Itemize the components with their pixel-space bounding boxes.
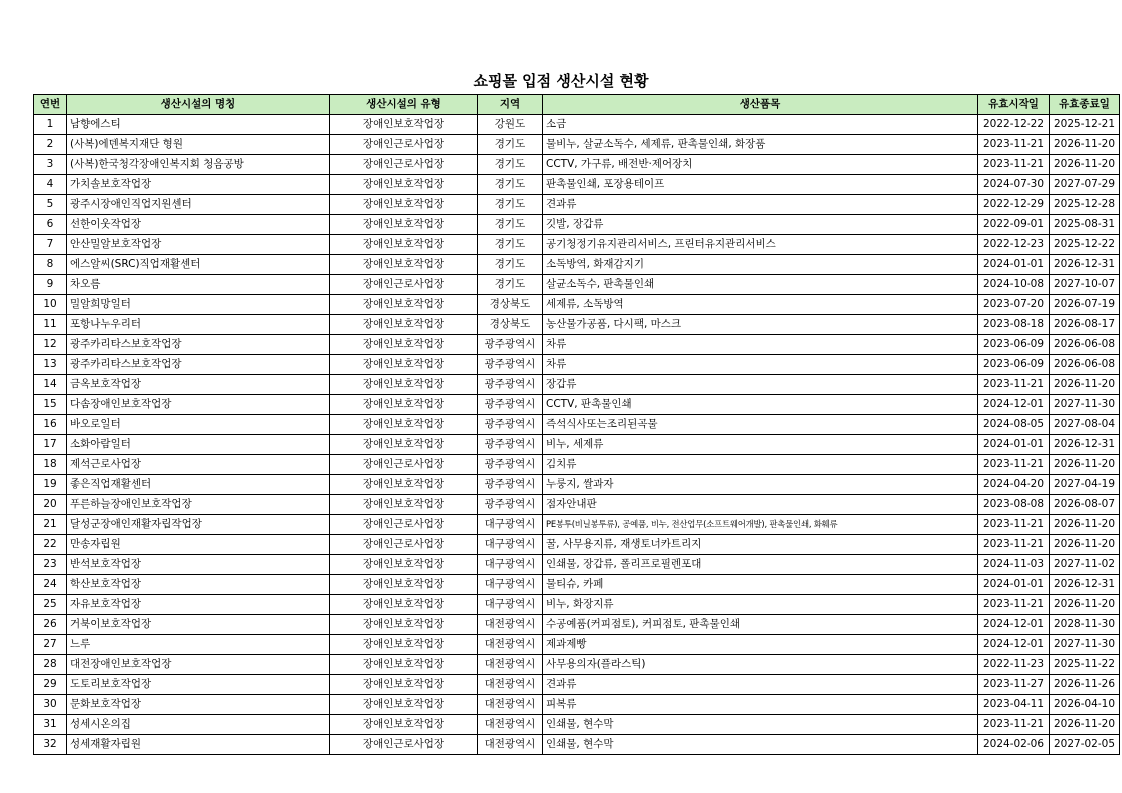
row-number-cell: 32: [34, 735, 67, 755]
region-cell: 광주광역시: [478, 455, 543, 475]
facility-type-cell: 장애인근로사업장: [330, 735, 478, 755]
facility-name-cell: 광주카리타스보호작업장: [67, 335, 330, 355]
facility-type-cell: 장애인근로사업장: [330, 535, 478, 555]
table-header: [34, 95, 1120, 115]
valid-end-date-cell: 2026-11-20: [1050, 595, 1120, 615]
valid-end-date-cell: 2027-11-30: [1050, 635, 1120, 655]
facility-type-cell: 장애인보호작업장: [330, 175, 478, 195]
table-row: [34, 555, 1120, 575]
valid-start-date-cell: 2022-12-29: [978, 195, 1050, 215]
facility-type-cell: 장애인보호작업장: [330, 335, 478, 355]
row-number-cell: 11: [34, 315, 67, 335]
header-row: [34, 95, 1120, 115]
product-items-cell: 차류: [543, 355, 978, 375]
facility-type-cell: 장애인보호작업장: [330, 415, 478, 435]
table-row: [34, 155, 1120, 175]
table-row: [34, 335, 1120, 355]
table-row: [34, 115, 1120, 135]
facility-type-cell: 장애인보호작업장: [330, 215, 478, 235]
valid-end-date-cell: 2026-11-26: [1050, 675, 1120, 695]
facility-type-cell: 장애인근로사업장: [330, 135, 478, 155]
valid-end-date-cell: 2025-12-21: [1050, 115, 1120, 135]
region-cell: 대구광역시: [478, 595, 543, 615]
region-cell: 대구광역시: [478, 535, 543, 555]
facility-type-cell: 장애인보호작업장: [330, 595, 478, 615]
table-row: [34, 735, 1120, 755]
facility-name-cell: 금옥보호작업장: [67, 375, 330, 395]
facility-type-cell: 장애인근로사업장: [330, 275, 478, 295]
valid-start-date-cell: 2024-02-06: [978, 735, 1050, 755]
table-row: [34, 595, 1120, 615]
table-row: [34, 135, 1120, 155]
region-cell: 대전광역시: [478, 635, 543, 655]
facility-name-cell: 바오로일터: [67, 415, 330, 435]
valid-start-date-cell: 2023-11-21: [978, 515, 1050, 535]
facility-name-cell: 광주카리타스보호작업장: [67, 355, 330, 375]
product-items-cell: 소독방역, 화재감지기: [543, 255, 978, 275]
region-cell: 경상북도: [478, 295, 543, 315]
valid-start-date-cell: 2024-12-01: [978, 635, 1050, 655]
valid-start-date-cell: 2023-08-08: [978, 495, 1050, 515]
facility-name-cell: 도토리보호작업장: [67, 675, 330, 695]
header-start-date: 유효시작일: [978, 95, 1050, 115]
table-row: [34, 455, 1120, 475]
product-items-cell: 인쇄물, 현수막: [543, 735, 978, 755]
facility-type-cell: 장애인근로사업장: [330, 455, 478, 475]
row-number-cell: 4: [34, 175, 67, 195]
row-number-cell: 14: [34, 375, 67, 395]
product-items-cell: 누룽지, 쌀과자: [543, 475, 978, 495]
facility-name-cell: 포항나누우리터: [67, 315, 330, 335]
valid-end-date-cell: 2026-11-20: [1050, 715, 1120, 735]
valid-start-date-cell: 2023-06-09: [978, 355, 1050, 375]
region-cell: 광주광역시: [478, 415, 543, 435]
table-row: [34, 275, 1120, 295]
facility-name-cell: 에스알씨(SRC)직업재활센터: [67, 255, 330, 275]
valid-start-date-cell: 2022-12-23: [978, 235, 1050, 255]
valid-start-date-cell: 2024-01-01: [978, 255, 1050, 275]
table-row: [34, 695, 1120, 715]
table-row: [34, 715, 1120, 735]
table-row: [34, 375, 1120, 395]
facility-name-cell: 밀알희망일터: [67, 295, 330, 315]
region-cell: 대전광역시: [478, 735, 543, 755]
facility-name-cell: 자유보호작업장: [67, 595, 330, 615]
valid-end-date-cell: 2027-04-19: [1050, 475, 1120, 495]
region-cell: 경기도: [478, 175, 543, 195]
facility-name-cell: 다솜장애인보호작업장: [67, 395, 330, 415]
valid-end-date-cell: 2026-12-31: [1050, 435, 1120, 455]
product-items-cell: 견과류: [543, 195, 978, 215]
valid-start-date-cell: 2024-01-01: [978, 435, 1050, 455]
region-cell: 경기도: [478, 215, 543, 235]
row-number-cell: 17: [34, 435, 67, 455]
facility-name-cell: 성세시온의집: [67, 715, 330, 735]
valid-start-date-cell: 2024-01-01: [978, 575, 1050, 595]
valid-end-date-cell: 2026-11-20: [1050, 135, 1120, 155]
valid-end-date-cell: 2027-11-02: [1050, 555, 1120, 575]
valid-start-date-cell: 2022-09-01: [978, 215, 1050, 235]
table-row: [34, 615, 1120, 635]
facility-name-cell: (사복)에덴복지재단 형원: [67, 135, 330, 155]
facility-name-cell: 느루: [67, 635, 330, 655]
row-number-cell: 15: [34, 395, 67, 415]
valid-start-date-cell: 2023-11-21: [978, 155, 1050, 175]
product-items-cell: 꿀, 사무용지류, 재생토너카트리지: [543, 535, 978, 555]
valid-end-date-cell: 2026-12-31: [1050, 255, 1120, 275]
region-cell: 강원도: [478, 115, 543, 135]
table-row: [34, 215, 1120, 235]
facility-type-cell: 장애인보호작업장: [330, 575, 478, 595]
row-number-cell: 10: [34, 295, 67, 315]
facility-name-cell: 가치솔보호작업장: [67, 175, 330, 195]
facility-type-cell: 장애인보호작업장: [330, 715, 478, 735]
facility-name-cell: 제석근로사업장: [67, 455, 330, 475]
valid-start-date-cell: 2023-08-18: [978, 315, 1050, 335]
valid-start-date-cell: 2023-11-21: [978, 455, 1050, 475]
table-row: [34, 415, 1120, 435]
valid-end-date-cell: 2026-08-17: [1050, 315, 1120, 335]
row-number-cell: 21: [34, 515, 67, 535]
facility-name-cell: 푸른하늘장애인보호작업장: [67, 495, 330, 515]
product-items-cell: 차류: [543, 335, 978, 355]
row-number-cell: 30: [34, 695, 67, 715]
facility-type-cell: 장애인보호작업장: [330, 195, 478, 215]
table-row: [34, 675, 1120, 695]
facility-name-cell: 선한이웃작업장: [67, 215, 330, 235]
region-cell: 대전광역시: [478, 715, 543, 735]
facility-name-cell: 문화보호작업장: [67, 695, 330, 715]
product-items-cell: 물비누, 살균소독수, 세제류, 판촉물인쇄, 화장품: [543, 135, 978, 155]
table-row: [34, 575, 1120, 595]
row-number-cell: 24: [34, 575, 67, 595]
valid-end-date-cell: 2027-11-30: [1050, 395, 1120, 415]
valid-end-date-cell: 2026-11-20: [1050, 155, 1120, 175]
valid-end-date-cell: 2027-10-07: [1050, 275, 1120, 295]
valid-start-date-cell: 2024-08-05: [978, 415, 1050, 435]
facility-type-cell: 장애인보호작업장: [330, 475, 478, 495]
row-number-cell: 8: [34, 255, 67, 275]
product-items-cell: 공기청정기유지관리서비스, 프린터유지관리서비스: [543, 235, 978, 255]
table-row: [34, 195, 1120, 215]
facility-type-cell: 장애인보호작업장: [330, 395, 478, 415]
product-items-cell: CCTV, 가구류, 배전반·제어장치: [543, 155, 978, 175]
valid-end-date-cell: 2027-07-29: [1050, 175, 1120, 195]
facility-type-cell: 장애인보호작업장: [330, 295, 478, 315]
valid-end-date-cell: 2026-11-20: [1050, 535, 1120, 555]
table-row: [34, 635, 1120, 655]
valid-end-date-cell: 2025-08-31: [1050, 215, 1120, 235]
valid-start-date-cell: 2023-07-20: [978, 295, 1050, 315]
facility-name-cell: 차오름: [67, 275, 330, 295]
valid-end-date-cell: 2026-08-07: [1050, 495, 1120, 515]
product-items-cell: 장갑류: [543, 375, 978, 395]
valid-start-date-cell: 2022-11-23: [978, 655, 1050, 675]
region-cell: 광주광역시: [478, 495, 543, 515]
valid-start-date-cell: 2023-11-27: [978, 675, 1050, 695]
facility-name-cell: 성세재활자립원: [67, 735, 330, 755]
facility-name-cell: 남향에스티: [67, 115, 330, 135]
region-cell: 대전광역시: [478, 695, 543, 715]
table-row: [34, 235, 1120, 255]
row-number-cell: 7: [34, 235, 67, 255]
facility-type-cell: 장애인보호작업장: [330, 355, 478, 375]
document-title: 쇼핑몰 입점 생산시설 현황: [473, 72, 649, 90]
region-cell: 대전광역시: [478, 615, 543, 635]
table-row: [34, 435, 1120, 455]
row-number-cell: 12: [34, 335, 67, 355]
region-cell: 광주광역시: [478, 475, 543, 495]
valid-start-date-cell: 2023-11-21: [978, 375, 1050, 395]
facility-type-cell: 장애인보호작업장: [330, 255, 478, 275]
valid-end-date-cell: 2025-12-22: [1050, 235, 1120, 255]
row-number-cell: 20: [34, 495, 67, 515]
product-items-cell: 농산물가공품, 다시팩, 마스크: [543, 315, 978, 335]
facility-type-cell: 장애인보호작업장: [330, 675, 478, 695]
row-number-cell: 23: [34, 555, 67, 575]
region-cell: 대전광역시: [478, 675, 543, 695]
valid-end-date-cell: 2026-11-20: [1050, 515, 1120, 535]
header-items: 생산품목: [543, 95, 978, 115]
facility-type-cell: 장애인보호작업장: [330, 635, 478, 655]
row-number-cell: 26: [34, 615, 67, 635]
region-cell: 경기도: [478, 195, 543, 215]
region-cell: 경기도: [478, 255, 543, 275]
row-number-cell: 27: [34, 635, 67, 655]
header-region: 지역: [478, 95, 543, 115]
product-items-cell: 물티슈, 카페: [543, 575, 978, 595]
product-items-cell: 사무용의자(플라스틱): [543, 655, 978, 675]
region-cell: 대구광역시: [478, 575, 543, 595]
product-items-cell: 수공예품(커피점토), 커피점토, 판촉물인쇄: [543, 615, 978, 635]
table-row: [34, 295, 1120, 315]
product-items-cell: 제과제빵: [543, 635, 978, 655]
product-items-cell: 소금: [543, 115, 978, 135]
table-row: [34, 395, 1120, 415]
facility-name-cell: 좋은직업재활센터: [67, 475, 330, 495]
facility-type-cell: 장애인보호작업장: [330, 495, 478, 515]
region-cell: 경기도: [478, 235, 543, 255]
valid-end-date-cell: 2028-11-30: [1050, 615, 1120, 635]
product-items-cell: 김치류: [543, 455, 978, 475]
facility-name-cell: 소화아람일터: [67, 435, 330, 455]
valid-start-date-cell: 2023-11-21: [978, 535, 1050, 555]
row-number-cell: 29: [34, 675, 67, 695]
table-row: [34, 535, 1120, 555]
valid-start-date-cell: 2022-12-22: [978, 115, 1050, 135]
valid-start-date-cell: 2024-12-01: [978, 395, 1050, 415]
valid-end-date-cell: 2027-08-04: [1050, 415, 1120, 435]
valid-start-date-cell: 2024-12-01: [978, 615, 1050, 635]
region-cell: 광주광역시: [478, 435, 543, 455]
facility-name-cell: 광주시장애인직업지원센터: [67, 195, 330, 215]
facility-name-cell: 안산밀알보호작업장: [67, 235, 330, 255]
product-items-cell: 비누, 세제류: [543, 435, 978, 455]
table-row: [34, 655, 1120, 675]
product-items-cell: 판촉물인쇄, 포장용테이프: [543, 175, 978, 195]
facility-type-cell: 장애인보호작업장: [330, 655, 478, 675]
valid-end-date-cell: 2026-11-20: [1050, 375, 1120, 395]
product-items-cell: 세제류, 소독방역: [543, 295, 978, 315]
header-type: 생산시설의 유형: [330, 95, 478, 115]
valid-start-date-cell: 2024-04-20: [978, 475, 1050, 495]
region-cell: 경상북도: [478, 315, 543, 335]
facility-name-cell: 반석보호작업장: [67, 555, 330, 575]
row-number-cell: 13: [34, 355, 67, 375]
row-number-cell: 2: [34, 135, 67, 155]
row-number-cell: 19: [34, 475, 67, 495]
row-number-cell: 1: [34, 115, 67, 135]
valid-start-date-cell: 2024-11-03: [978, 555, 1050, 575]
product-items-cell: 인쇄물, 현수막: [543, 715, 978, 735]
facility-name-cell: 대전장애인보호작업장: [67, 655, 330, 675]
row-number-cell: 22: [34, 535, 67, 555]
facility-type-cell: 장애인보호작업장: [330, 435, 478, 455]
facility-type-cell: 장애인보호작업장: [330, 315, 478, 335]
region-cell: 광주광역시: [478, 375, 543, 395]
facility-type-cell: 장애인보호작업장: [330, 695, 478, 715]
valid-end-date-cell: 2026-11-20: [1050, 455, 1120, 475]
valid-start-date-cell: 2023-04-11: [978, 695, 1050, 715]
facility-type-cell: 장애인보호작업장: [330, 615, 478, 635]
row-number-cell: 3: [34, 155, 67, 175]
table-body: [34, 115, 1120, 755]
region-cell: 광주광역시: [478, 395, 543, 415]
valid-end-date-cell: 2026-06-08: [1050, 355, 1120, 375]
header-name: 생산시설의 명칭: [67, 95, 330, 115]
valid-end-date-cell: 2025-12-28: [1050, 195, 1120, 215]
facility-type-cell: 장애인근로사업장: [330, 155, 478, 175]
product-items-cell: 살균소독수, 판촉물인쇄: [543, 275, 978, 295]
row-number-cell: 5: [34, 195, 67, 215]
row-number-cell: 9: [34, 275, 67, 295]
product-items-cell: 인쇄물, 장갑류, 폴리프로필렌포대: [543, 555, 978, 575]
facility-name-cell: 학산보호작업장: [67, 575, 330, 595]
product-items-cell: 깃발, 장갑류: [543, 215, 978, 235]
region-cell: 경기도: [478, 275, 543, 295]
region-cell: 대구광역시: [478, 555, 543, 575]
header-end-date: 유효종료일: [1050, 95, 1120, 115]
table-row: [34, 355, 1120, 375]
region-cell: 광주광역시: [478, 355, 543, 375]
valid-end-date-cell: 2025-11-22: [1050, 655, 1120, 675]
header-no: 연번: [34, 95, 67, 115]
facility-name-cell: 만송자립원: [67, 535, 330, 555]
table-row: [34, 175, 1120, 195]
region-cell: 경기도: [478, 155, 543, 175]
table-row: [34, 495, 1120, 515]
facility-table: [33, 94, 1120, 755]
facility-name-cell: 달성군장애인재활자립작업장: [67, 515, 330, 535]
table-row: [34, 475, 1120, 495]
product-items-cell: 즉석식사또는조리된곡물: [543, 415, 978, 435]
product-items-cell: 견과류: [543, 675, 978, 695]
row-number-cell: 28: [34, 655, 67, 675]
valid-start-date-cell: 2023-11-21: [978, 715, 1050, 735]
row-number-cell: 18: [34, 455, 67, 475]
valid-end-date-cell: 2026-07-19: [1050, 295, 1120, 315]
valid-start-date-cell: 2023-06-09: [978, 335, 1050, 355]
valid-end-date-cell: 2026-06-08: [1050, 335, 1120, 355]
facility-type-cell: 장애인보호작업장: [330, 555, 478, 575]
facility-type-cell: 장애인보호작업장: [330, 115, 478, 135]
row-number-cell: 31: [34, 715, 67, 735]
table-row: [34, 315, 1120, 335]
facility-name-cell: (사복)한국청각장애인복지회 청음공방: [67, 155, 330, 175]
region-cell: 광주광역시: [478, 335, 543, 355]
row-number-cell: 25: [34, 595, 67, 615]
valid-start-date-cell: 2024-07-30: [978, 175, 1050, 195]
valid-end-date-cell: 2027-02-05: [1050, 735, 1120, 755]
facility-type-cell: 장애인근로사업장: [330, 515, 478, 535]
valid-start-date-cell: 2023-11-21: [978, 595, 1050, 615]
region-cell: 경기도: [478, 135, 543, 155]
valid-end-date-cell: 2026-12-31: [1050, 575, 1120, 595]
valid-end-date-cell: 2026-04-10: [1050, 695, 1120, 715]
valid-start-date-cell: 2023-11-21: [978, 135, 1050, 155]
product-items-cell: PE봉투(비닐봉투류), 공예품, 비누, 전산업무(소프트웨어개발), 판촉물인쇄, 화훼류: [543, 515, 978, 535]
region-cell: 대구광역시: [478, 515, 543, 535]
product-items-cell: 피복류: [543, 695, 978, 715]
row-number-cell: 6: [34, 215, 67, 235]
table-row: [34, 255, 1120, 275]
region-cell: 대전광역시: [478, 655, 543, 675]
product-items-cell: 점자안내판: [543, 495, 978, 515]
facility-type-cell: 장애인보호작업장: [330, 375, 478, 395]
facility-name-cell: 거북이보호작업장: [67, 615, 330, 635]
table-row: [34, 515, 1120, 535]
product-items-cell: CCTV, 판촉물인쇄: [543, 395, 978, 415]
valid-start-date-cell: 2024-10-08: [978, 275, 1050, 295]
product-items-cell: 비누, 화장지류: [543, 595, 978, 615]
row-number-cell: 16: [34, 415, 67, 435]
facility-type-cell: 장애인보호작업장: [330, 235, 478, 255]
